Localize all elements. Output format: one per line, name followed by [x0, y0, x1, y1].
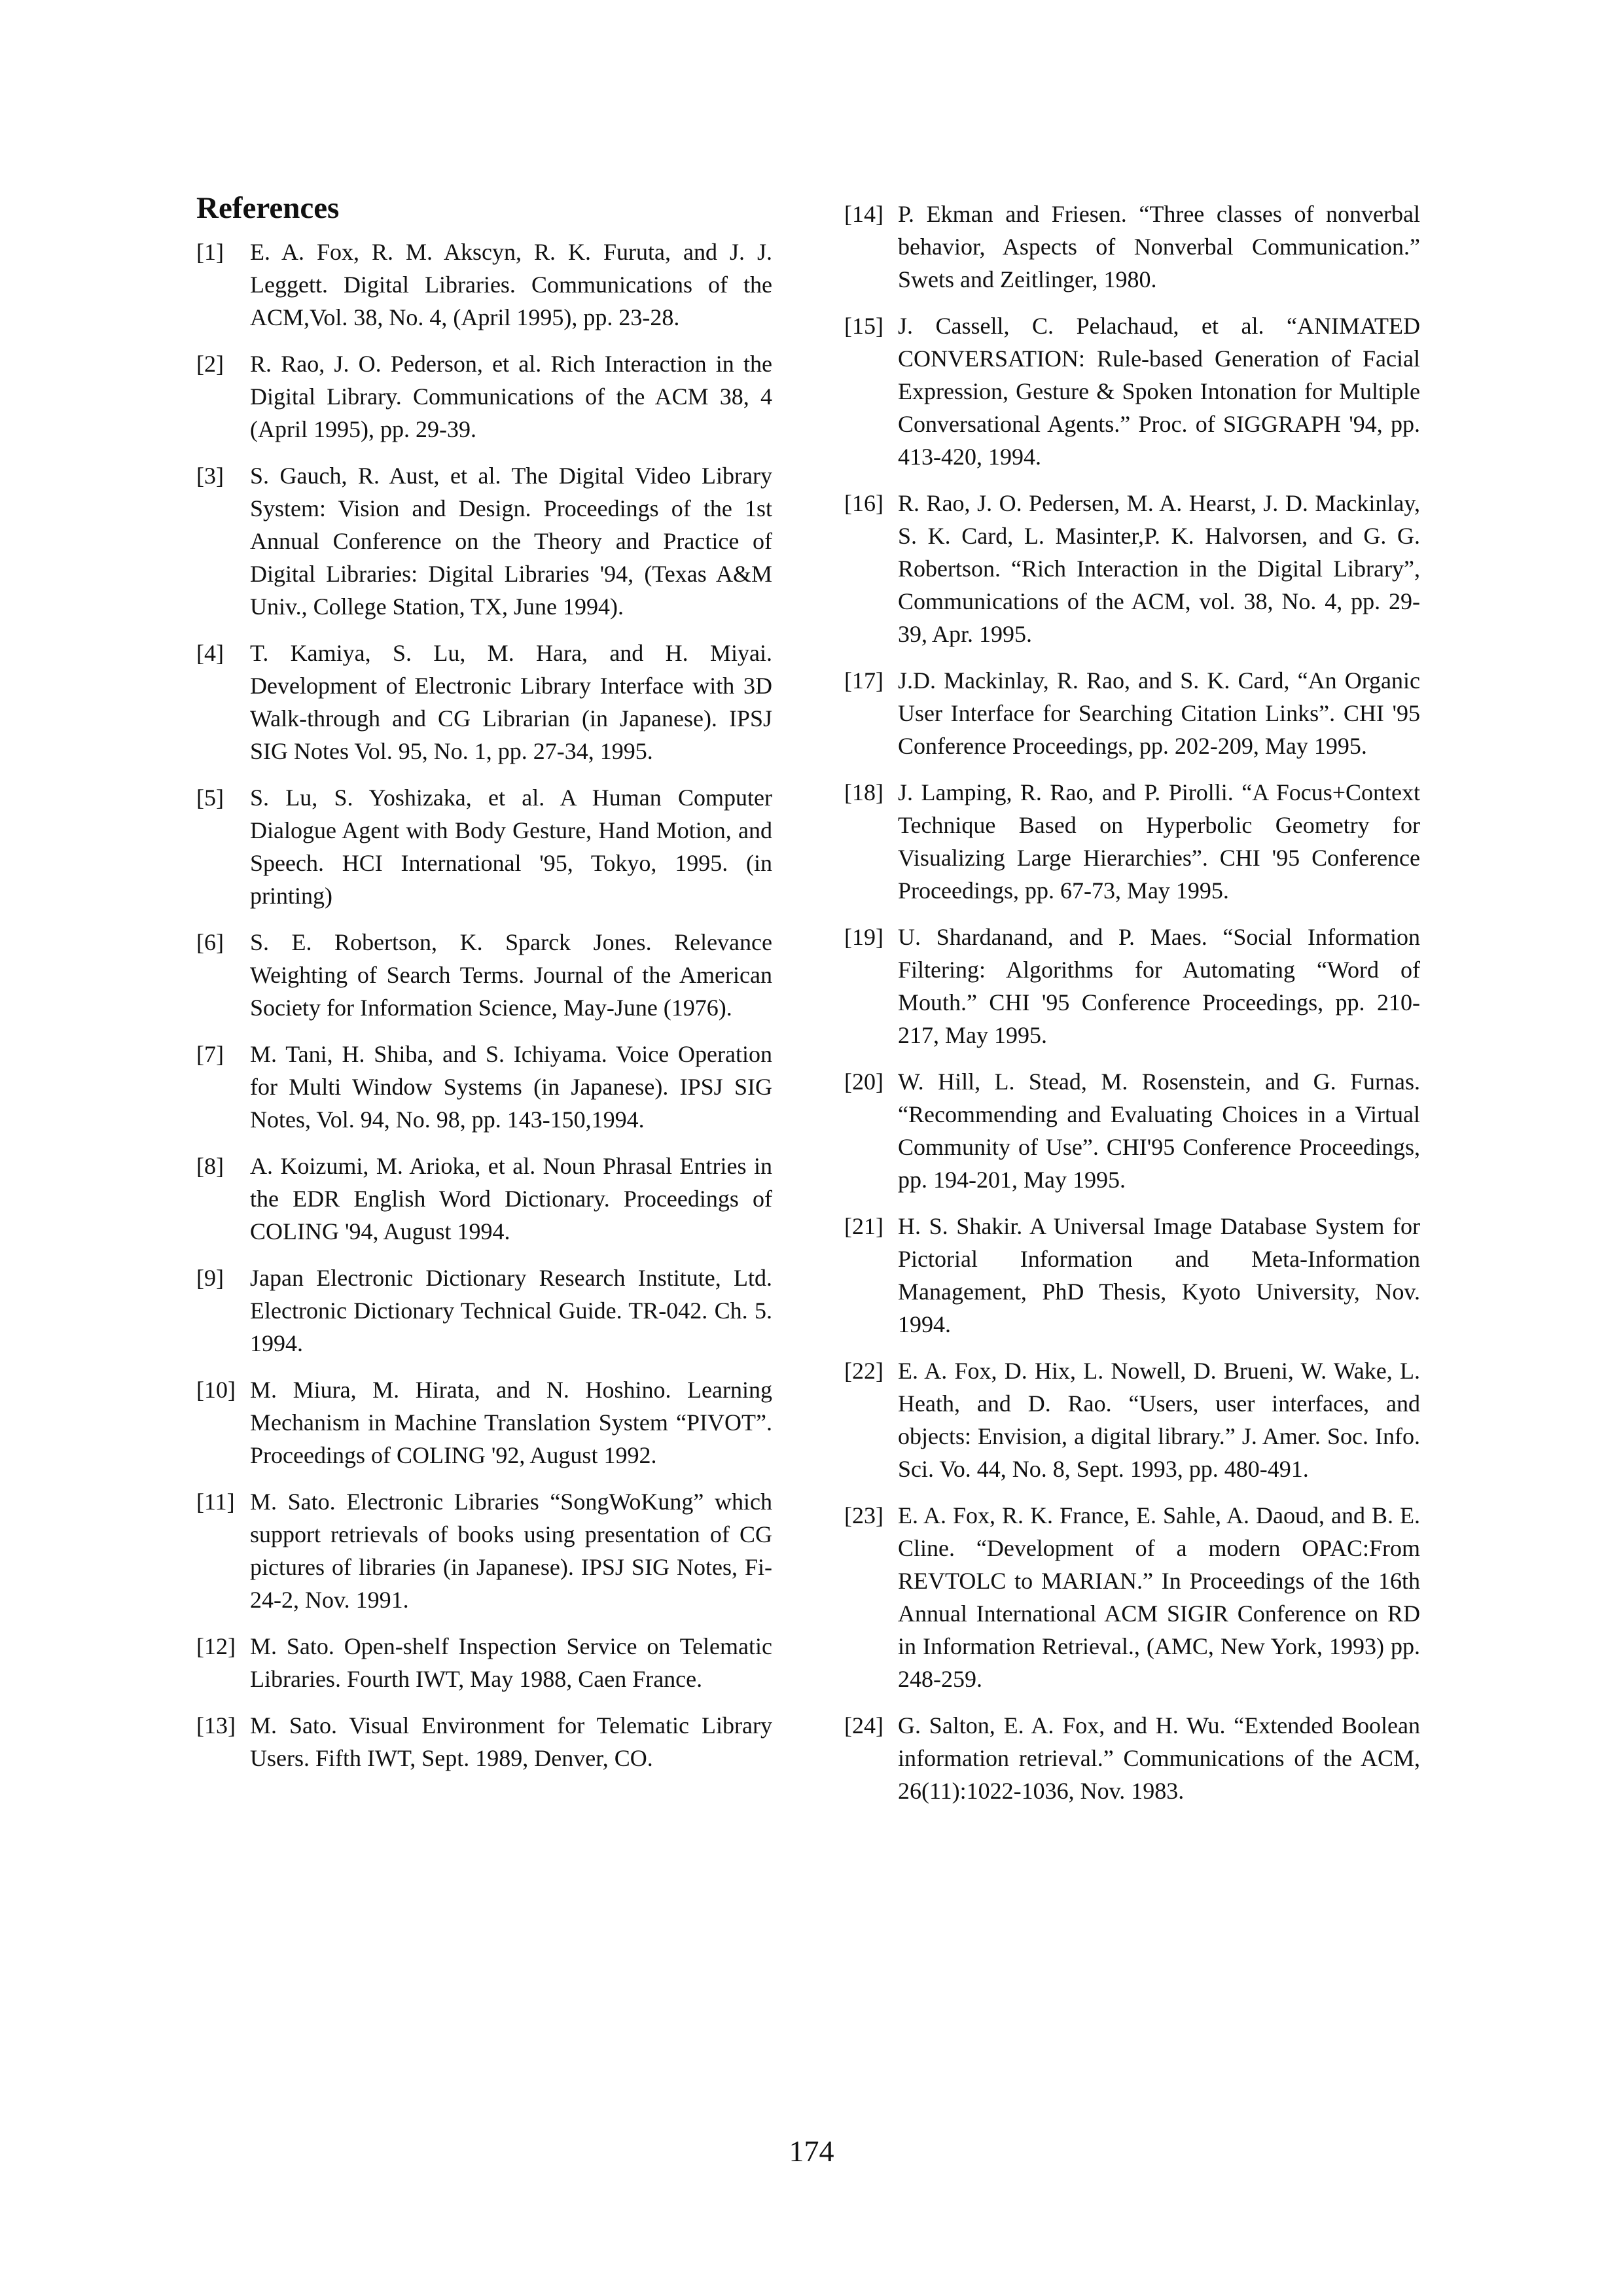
reference-text: U. Shardanand, and P. Maes. “Social Information Filtering: Algorithms for Automating “Word of Mouth.” CHI '95 Conference Proceedings, pp. 210-217, May 1995.	[898, 924, 1420, 1048]
reference-number: [6]	[196, 929, 224, 955]
reference-entry	[844, 776, 1420, 907]
reference-entry	[844, 1354, 1420, 1485]
reference-entry	[844, 487, 1420, 650]
reference-number: [16]	[844, 490, 883, 516]
page-number: 174	[789, 2134, 834, 2168]
reference-entry	[196, 459, 772, 623]
reference-text: G. Salton, E. A. Fox, and H. Wu. “Extended Boolean information retrieval.” Communications of the ACM, 26(11):1022-1036, Nov. 1983.	[898, 1712, 1420, 1804]
reference-entry	[196, 926, 772, 1024]
reference-number: [17]	[844, 667, 883, 694]
reference-entry	[196, 236, 772, 334]
reference-entry	[196, 637, 772, 768]
reference-text: E. A. Fox, R. M. Akscyn, R. K. Furuta, and J. J. Leggett. Digital Libraries. Communications of the ACM,Vol. 38, No. 4, (April 1995), pp. 23-28.	[250, 239, 772, 330]
section-title: References	[196, 191, 340, 225]
reference-text: J. Cassell, C. Pelachaud, et al. “ANIMATED CONVERSATION: Rule-based Generation of Facial Expression, Gesture & Spoken Intonation for Multiple Conversational Agents.” Proc. of SIGGRAPH '94, pp. 413-420, 1994.	[898, 313, 1420, 470]
reference-text: M. Sato. Visual Environment for Telematic Library Users. Fifth IWT, Sept. 1989, Denver, CO.	[250, 1712, 772, 1771]
reference-number: [9]	[196, 1265, 224, 1291]
reference-number: [19]	[844, 924, 883, 950]
reference-number: [1]	[196, 239, 224, 265]
reference-entry	[844, 1065, 1420, 1196]
reference-text: R. Rao, J. O. Pederson, et al. Rich Interaction in the Digital Library. Communications of the ACM 38, 4 (April 1995), pp. 29-39.	[250, 351, 772, 442]
reference-text: T. Kamiya, S. Lu, M. Hara, and H. Miyai. Development of Electronic Library Interface with 3D Walk-through and CG Librarian (in Japanese). IPSJ SIG Notes Vol. 95, No. 1, pp. 27-34, 1995.	[250, 640, 772, 764]
reference-text: M. Miura, M. Hirata, and N. Hoshino. Learning Mechanism in Machine Translation System “PIVOT”. Proceedings of COLING '92, August 1992.	[250, 1377, 772, 1468]
reference-entry	[844, 198, 1420, 296]
reference-number: [13]	[196, 1712, 236, 1739]
reference-number: [10]	[196, 1377, 236, 1403]
reference-entry	[844, 1499, 1420, 1695]
reference-number: [21]	[844, 1213, 883, 1239]
reference-number: [14]	[844, 201, 883, 227]
reference-list-left	[196, 236, 772, 1775]
reference-entry	[196, 1262, 772, 1360]
reference-entry	[196, 1630, 772, 1695]
reference-number: [23]	[844, 1502, 883, 1528]
reference-entry	[844, 921, 1420, 1051]
reference-text: S. E. Robertson, K. Sparck Jones. Relevance Weighting of Search Terms. Journal of the American Society for Information Science, May-June (1976).	[250, 929, 772, 1021]
reference-number: [11]	[196, 1489, 235, 1515]
reference-entry	[844, 309, 1420, 473]
reference-text: Japan Electronic Dictionary Research Institute, Ltd. Electronic Dictionary Technical Guide. TR-042. Ch. 5. 1994.	[250, 1265, 772, 1356]
reference-number: [20]	[844, 1069, 883, 1095]
reference-number: [7]	[196, 1041, 224, 1067]
reference-entry	[844, 1210, 1420, 1341]
reference-entry	[844, 1709, 1420, 1807]
reference-entry	[196, 1709, 772, 1775]
reference-number: [15]	[844, 313, 883, 339]
reference-text: J. Lamping, R. Rao, and P. Pirolli. “A Focus+Context Technique Based on Hyperbolic Geometry for Visualizing Large Hierarchies”. CHI '95 Conference Proceedings, pp. 67-73, May 1995.	[898, 779, 1420, 904]
reference-entry	[196, 347, 772, 446]
reference-text: H. S. Shakir. A Universal Image Database System for Pictorial Information and Meta-Information Management, PhD Thesis, Kyoto University, Nov. 1994.	[898, 1213, 1420, 1337]
reference-text: M. Sato. Open-shelf Inspection Service on Telematic Libraries. Fourth IWT, May 1988, Caen France.	[250, 1633, 772, 1692]
reference-entry	[196, 781, 772, 912]
reference-number: [3]	[196, 463, 224, 489]
reference-text: J.D. Mackinlay, R. Rao, and S. K. Card, “An Organic User Interface for Searching Citation Links”. CHI '95 Conference Proceedings, pp. 202-209, May 1995.	[898, 667, 1420, 759]
reference-text: A. Koizumi, M. Arioka, et al. Noun Phrasal Entries in the EDR English Word Dictionary. Proceedings of COLING '94, August 1994.	[250, 1153, 772, 1245]
reference-number: [2]	[196, 351, 224, 377]
reference-text: R. Rao, J. O. Pedersen, M. A. Hearst, J. D. Mackinlay, S. K. Card, L. Masinter,P. K. Halvorsen, and G. G. Robertson. “Rich Interaction in the Digital Library”, Communications of the ACM, vol. 38, No. 4, pp. 29-39, Apr. 1995.	[898, 490, 1420, 647]
reference-text: S. Lu, S. Yoshizaka, et al. A Human Computer Dialogue Agent with Body Gesture, Hand Motion, and Speech. HCI International '95, Tokyo, 1995. (in printing)	[250, 785, 772, 909]
reference-text: W. Hill, L. Stead, M. Rosenstein, and G. Furnas. “Recommending and Evaluating Choices in a Virtual Community of Use”. CHI'95 Conference Proceedings, pp. 194-201, May 1995.	[898, 1069, 1420, 1193]
reference-text: S. Gauch, R. Aust, et al. The Digital Video Library System: Vision and Design. Proceedings of the 1st Annual Conference on the Theory and Practice of Digital Libraries: Digital Libraries '94, (Texas A&M Univ., College Station, TX, June 1994).	[250, 463, 772, 620]
reference-number: [18]	[844, 779, 883, 805]
reference-entry	[196, 1373, 772, 1472]
left-column	[196, 190, 772, 1788]
right-column	[844, 198, 1420, 1821]
reference-text: E. A. Fox, D. Hix, L. Nowell, D. Brueni, W. Wake, L. Heath, and D. Rao. “Users, user interfaces, and objects: Envision, a digital library.” J. Amer. Soc. Info. Sci. Vo. 44, No. 8, Sept. 1993, pp. 480-491.	[898, 1358, 1420, 1482]
reference-number: [5]	[196, 785, 224, 811]
reference-list-right	[844, 198, 1420, 1807]
reference-number: [8]	[196, 1153, 224, 1179]
reference-entry	[196, 1150, 772, 1248]
reference-number: [24]	[844, 1712, 883, 1739]
reference-text: M. Sato. Electronic Libraries “SongWoKung” which support retrievals of books using presentation of CG pictures of libraries (in Japanese). IPSJ SIG Notes, Fi-24-2, Nov. 1991.	[250, 1489, 772, 1613]
reference-text: M. Tani, H. Shiba, and S. Ichiyama. Voice Operation for Multi Window Systems (in Japanese). IPSJ SIG Notes, Vol. 94, No. 98, pp. 143-150,1994.	[250, 1041, 772, 1133]
reference-entry	[196, 1038, 772, 1136]
reference-entry	[196, 1485, 772, 1616]
reference-number: [4]	[196, 640, 224, 666]
reference-entry	[844, 664, 1420, 762]
reference-number: [12]	[196, 1633, 236, 1659]
reference-text: P. Ekman and Friesen. “Three classes of nonverbal behavior, Aspects of Nonverbal Communication.” Swets and Zeitlinger, 1980.	[898, 201, 1420, 292]
reference-number: [22]	[844, 1358, 883, 1384]
reference-text: E. A. Fox, R. K. France, E. Sahle, A. Daoud, and B. E. Cline. “Development of a modern OPAC:From REVTOLC to MARIAN.” In Proceedings of the 16th Annual International ACM SIGIR Conference on RD in Information Retrieval., (AMC, New York, 1993) pp. 248-259.	[898, 1502, 1420, 1692]
